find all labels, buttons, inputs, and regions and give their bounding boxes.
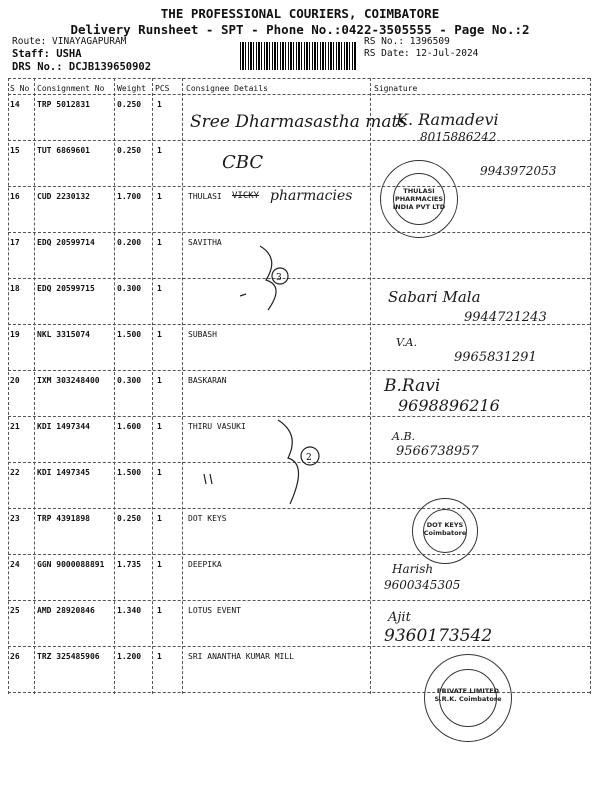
stamp-anantha-text: PRIVATE LIMITED S.R.K. Coimbatore bbox=[434, 687, 502, 703]
cell-sno: 24 bbox=[10, 560, 20, 569]
row-divider bbox=[8, 370, 590, 371]
handwritten-consignee-row14: Sree Dharmasastha mats bbox=[190, 112, 408, 132]
rs-number: RS No.: 1396509 bbox=[364, 36, 450, 47]
row-divider bbox=[8, 646, 590, 647]
table-header-divider bbox=[8, 94, 590, 95]
cell-weight: 1.735 bbox=[117, 560, 142, 569]
tick-mark-row22 bbox=[200, 470, 224, 490]
cell-consignment: TUT 6869601 bbox=[37, 146, 90, 155]
header-pcs: PCS bbox=[155, 84, 170, 93]
stamp-thulasi-text: THULASI PHARMACIES INDIA PVT LTD bbox=[392, 187, 446, 211]
handwritten-signature-row20: B.Ravi bbox=[384, 376, 441, 396]
handwritten-phone-row14-alt: 9943972053 bbox=[480, 164, 557, 178]
cell-pcs: 1 bbox=[157, 238, 162, 247]
cell-consignment: TRP 5012831 bbox=[37, 100, 90, 109]
cell-consignment: TRP 4391898 bbox=[37, 514, 90, 523]
cell-pcs: 1 bbox=[157, 422, 162, 431]
handwritten-signature-row14: K. Ramadevi bbox=[396, 110, 499, 129]
column-divider bbox=[34, 78, 35, 694]
cell-consignment: IXM 303248400 bbox=[37, 376, 100, 385]
cell-weight: 1.500 bbox=[117, 330, 142, 339]
cell-consignee: SRI ANANTHA KUMAR MILL bbox=[188, 652, 294, 661]
row-divider bbox=[8, 600, 590, 601]
cell-consignee: DEEPIKA bbox=[188, 560, 222, 569]
mark-3: 3 bbox=[276, 273, 282, 283]
cell-sno: 22 bbox=[10, 468, 20, 477]
cell-consignment: EDQ 20599714 bbox=[37, 238, 95, 247]
cell-consignment: EDQ 20599715 bbox=[37, 284, 95, 293]
column-divider bbox=[370, 78, 371, 694]
cell-pcs: 1 bbox=[157, 100, 162, 109]
cell-weight: 0.300 bbox=[117, 284, 142, 293]
cell-consignee: THULASI bbox=[188, 192, 222, 201]
handwritten-signature-row25: Ajit bbox=[388, 610, 411, 625]
cell-pcs: 1 bbox=[157, 606, 162, 615]
table-border-right bbox=[590, 78, 591, 694]
cell-consignment: GGN 9000088891 bbox=[37, 560, 105, 569]
table-border-left bbox=[8, 78, 9, 694]
rs-date: RS Date: 12-Jul-2024 bbox=[364, 48, 479, 59]
cell-pcs: 1 bbox=[157, 652, 162, 661]
cell-sno: 23 bbox=[10, 514, 20, 523]
bracket-mark-rows21-22 bbox=[270, 414, 340, 514]
cell-sno: 21 bbox=[10, 422, 20, 431]
handwritten-phone-row21: 9566738957 bbox=[396, 444, 479, 459]
cell-sno: 16 bbox=[10, 192, 20, 201]
header-weight: Weight bbox=[117, 84, 146, 93]
handwritten-phone-row14: 8015886242 bbox=[420, 130, 497, 144]
cell-pcs: 1 bbox=[157, 468, 162, 477]
header-signature: Signature bbox=[374, 84, 418, 93]
handwritten-phone-row25: 9360173542 bbox=[384, 626, 493, 646]
row-divider bbox=[8, 140, 590, 141]
row-divider bbox=[8, 186, 590, 187]
cell-weight: 0.250 bbox=[117, 146, 142, 155]
cell-weight: 1.600 bbox=[117, 422, 142, 431]
handwritten-signature-row18: Sabari Mala bbox=[388, 288, 481, 306]
cell-pcs: 1 bbox=[157, 560, 162, 569]
route-label: Route: VINAYAGAPURAM bbox=[12, 36, 127, 47]
cell-consignee: THIRU VASUKI bbox=[188, 422, 246, 431]
row-divider bbox=[8, 554, 590, 555]
cell-consignment: CUD 2230132 bbox=[37, 192, 90, 201]
staff-label: Staff: USHA bbox=[12, 48, 82, 60]
table-top-border bbox=[8, 78, 590, 79]
cell-pcs: 1 bbox=[157, 192, 162, 201]
handwritten-phone-row18: 9944721243 bbox=[464, 310, 547, 325]
header-consignment: Consignment No bbox=[37, 84, 105, 93]
cell-sno: 26 bbox=[10, 652, 20, 661]
document-title: THE PROFESSIONAL COURIERS, COIMBATORE bbox=[160, 6, 440, 21]
handwritten-consignee-row15: CBC bbox=[222, 152, 264, 173]
handwritten-signature-row19: V.A. bbox=[396, 336, 417, 349]
struck-text-row16: VICKY bbox=[232, 191, 260, 201]
stamp-dot-keys-text: DOT KEYS Coimbatore bbox=[423, 521, 467, 537]
cell-consignee: SAVITHA bbox=[188, 238, 222, 247]
cell-consignee: LOTUS EVENT bbox=[188, 606, 241, 615]
document-subtitle: Delivery Runsheet - SPT - Phone No.:0422-3505555 - Page No.:2 bbox=[70, 22, 530, 37]
cell-consignee: BASKARAN bbox=[188, 376, 227, 385]
cell-consignment: NKL 3315074 bbox=[37, 330, 90, 339]
stamp-anantha-kumar bbox=[424, 654, 512, 742]
cell-pcs: 1 bbox=[157, 514, 162, 523]
column-divider bbox=[114, 78, 115, 694]
mark-2: 2 bbox=[306, 453, 312, 463]
stamp-dot-keys bbox=[412, 498, 478, 564]
handwritten-consignee-row16: pharmacies bbox=[270, 188, 353, 204]
handwritten-phone-row19: 9965831291 bbox=[454, 350, 537, 365]
row-divider bbox=[8, 232, 590, 233]
column-divider bbox=[182, 78, 183, 694]
cell-weight: 0.200 bbox=[117, 238, 142, 247]
header-sno: S No bbox=[10, 84, 30, 93]
cell-pcs: 1 bbox=[157, 376, 162, 385]
bracket-mark-rows17-18 bbox=[230, 238, 300, 328]
cell-consignee: DOT KEYS bbox=[188, 514, 227, 523]
header-consignee: Consignee Details bbox=[186, 84, 268, 93]
cell-weight: 1.700 bbox=[117, 192, 142, 201]
cell-weight: 1.200 bbox=[117, 652, 142, 661]
handwritten-signature-row21: A.B. bbox=[392, 430, 416, 443]
handwritten-phone-row24: 9600345305 bbox=[384, 578, 461, 592]
cell-weight: 1.500 bbox=[117, 468, 142, 477]
column-divider bbox=[152, 78, 153, 694]
cell-weight: 0.300 bbox=[117, 376, 142, 385]
cell-pcs: 1 bbox=[157, 330, 162, 339]
cell-sno: 15 bbox=[10, 146, 20, 155]
drs-number: DRS No.: DCJB139650902 bbox=[12, 61, 152, 73]
cell-consignment: KDI 1497344 bbox=[37, 422, 90, 431]
cell-weight: 0.250 bbox=[117, 100, 142, 109]
cell-weight: 0.250 bbox=[117, 514, 142, 523]
cell-weight: 1.340 bbox=[117, 606, 142, 615]
cell-sno: 17 bbox=[10, 238, 20, 247]
cell-sno: 18 bbox=[10, 284, 20, 293]
cell-pcs: 1 bbox=[157, 146, 162, 155]
cell-pcs: 1 bbox=[157, 284, 162, 293]
handwritten-phone-row20: 9698896216 bbox=[398, 396, 500, 415]
barcode bbox=[240, 42, 356, 70]
stamp-thulasi-pharmacies bbox=[380, 160, 458, 238]
cell-sno: 19 bbox=[10, 330, 20, 339]
handwritten-signature-row24: Harish bbox=[392, 562, 434, 576]
cell-sno: 20 bbox=[10, 376, 20, 385]
cell-consignment: TRZ 325485906 bbox=[37, 652, 100, 661]
cell-sno: 14 bbox=[10, 100, 20, 109]
cell-sno: 25 bbox=[10, 606, 20, 615]
cell-consignment: AMD 28920846 bbox=[37, 606, 95, 615]
cell-consignment: KDI 1497345 bbox=[37, 468, 90, 477]
cell-consignee: SUBASH bbox=[188, 330, 217, 339]
